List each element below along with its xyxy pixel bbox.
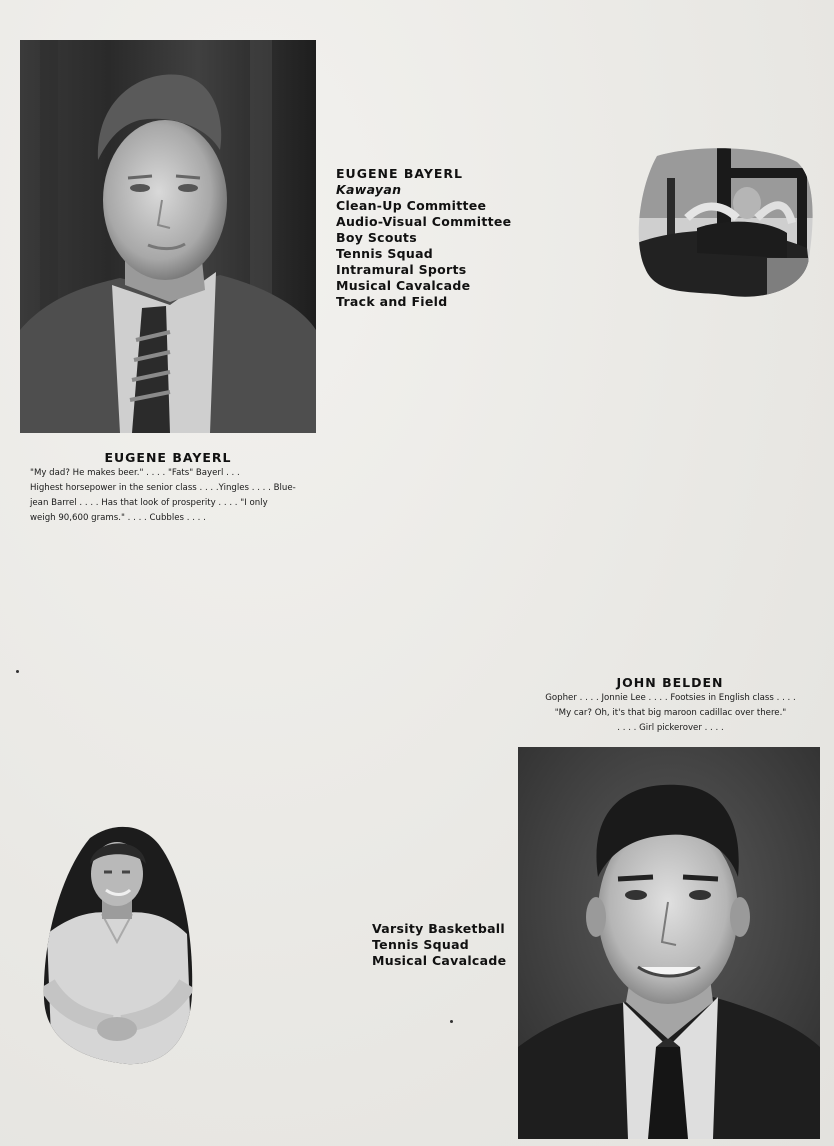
john-belden-caption-name: JOHN BELDEN <box>616 675 724 690</box>
activity-item: Intramural Sports <box>336 262 467 277</box>
candid-photo-bottom-left <box>42 824 194 1068</box>
activity-item: Tennis Squad <box>336 246 434 261</box>
candid-photo-top-right <box>637 148 813 300</box>
john-belden-portrait <box>518 747 820 1139</box>
john-belden-caption-text <box>528 691 813 736</box>
activity-item: Track and Field <box>336 294 448 309</box>
activity-item: Musical Cavalcade <box>336 278 471 293</box>
eugene-bayerl-caption-text <box>30 466 302 526</box>
caption-line: Gopher . . . . Jonnie Lee . . . . Footsies in English class . . . . <box>545 693 796 703</box>
page-speck <box>16 670 19 673</box>
page-speck <box>450 1020 453 1023</box>
activity-item: Audio-Visual Committee <box>336 214 512 229</box>
caption-line: "My dad? He makes beer." . . . . "Fats" Bayerl . . . <box>30 468 240 478</box>
john-belden-activities <box>372 921 506 969</box>
activity-item: Clean-Up Committee <box>336 198 487 213</box>
caption-line: weigh 90,600 grams." . . . . Cubbles . . . . <box>30 513 206 523</box>
caption-line: Highest horsepower in the senior class . . . .Yingles . . . . Blue- <box>30 483 296 493</box>
eugene-bayerl-portrait <box>20 40 316 433</box>
caption-line: jean Barrel . . . . Has that look of prosperity . . . . "I only <box>30 498 268 508</box>
activity-item: Musical Cavalcade <box>372 953 507 968</box>
caption-line: . . . . Girl pickerover . . . . <box>617 723 724 733</box>
eugene-bayerl-name-heading: EUGENE BAYERL <box>336 166 464 181</box>
activity-item: Tennis Squad <box>372 937 470 952</box>
activity-item: Varsity Basketball <box>372 921 505 936</box>
eugene-bayerl-caption-name: EUGENE BAYERL <box>104 450 232 465</box>
caption-line: "My car? Oh, it's that big maroon cadillac over there." <box>554 708 787 718</box>
activity-item: Kawayan <box>336 182 402 197</box>
eugene-bayerl-activities <box>336 166 511 310</box>
activity-item: Boy Scouts <box>336 230 417 245</box>
